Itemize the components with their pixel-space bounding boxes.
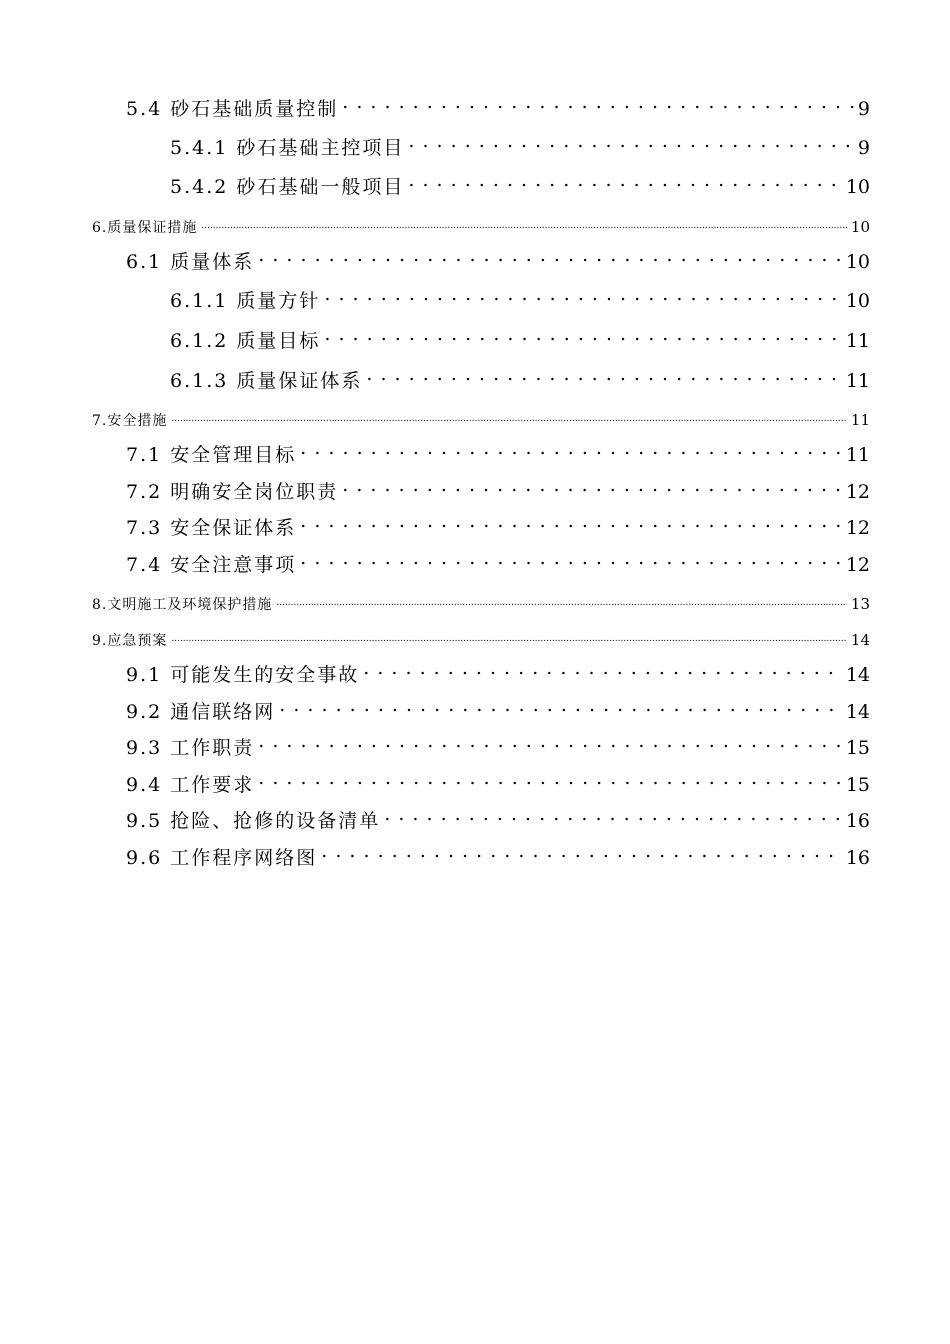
toc-entry-title: 9.1 可能发生的安全事故 (126, 664, 360, 686)
toc-entry[interactable] (170, 286, 870, 313)
toc-entry[interactable] (126, 550, 870, 577)
toc-entry[interactable] (126, 660, 870, 687)
toc-leader-dots (321, 845, 842, 864)
toc-entry[interactable] (126, 733, 870, 760)
toc-entry[interactable] (126, 843, 870, 870)
toc-entry[interactable] (126, 770, 870, 797)
toc-entry-page: 12 (845, 554, 870, 576)
toc-leader-dots (258, 735, 842, 754)
toc-entry-page: 11 (845, 330, 870, 352)
toc-entry-page: 16 (845, 847, 870, 869)
toc-leader-dots (258, 772, 842, 791)
toc-entry-title: 6.1.3 质量保证体系 (170, 370, 363, 392)
toc-entry-title: 6.质量保证措施 (92, 220, 198, 236)
toc-entry[interactable] (126, 247, 870, 274)
toc-leader-dots (300, 552, 842, 571)
toc-entry-page: 12 (845, 517, 870, 539)
toc-leader-dots (408, 135, 854, 154)
toc-entry-title: 6.1.1 质量方针 (170, 290, 321, 312)
toc-entry[interactable] (92, 594, 870, 614)
toc-entry-title: 6.1 质量体系 (126, 251, 255, 273)
toc-entry-page: 12 (845, 481, 870, 503)
toc-leader-dots (324, 288, 841, 307)
toc-leader-dots (171, 631, 847, 645)
toc-leader-dots (300, 442, 842, 461)
toc-entry[interactable] (126, 440, 870, 467)
toc-entry-title: 9.2 通信联络网 (126, 701, 276, 723)
toc-leader-dots (324, 328, 841, 347)
toc-leader-dots (171, 411, 847, 425)
toc-leader-dots (384, 808, 842, 827)
toc-entry-page: 11 (845, 370, 870, 392)
toc-entry[interactable] (126, 697, 870, 724)
toc-entry-page: 13 (850, 595, 870, 613)
toc-entry-page: 10 (845, 251, 870, 273)
toc-entry-title: 5.4 砂石基础质量控制 (126, 98, 339, 120)
toc-leader-dots (258, 249, 842, 268)
toc-entry-page: 16 (845, 810, 870, 832)
toc-entry-page: 15 (845, 737, 870, 759)
toc-entry-title: 9.6 工作程序网络图 (126, 847, 318, 869)
toc-leader-dots (366, 368, 841, 387)
toc-entry[interactable] (92, 630, 870, 650)
toc-entry[interactable] (126, 477, 870, 504)
toc-leader-dots (276, 595, 847, 609)
toc-entry[interactable] (92, 410, 870, 430)
toc-entry-page: 10 (845, 176, 870, 198)
toc-entry-page: 10 (845, 290, 870, 312)
toc-leader-dots (201, 218, 847, 232)
toc-entry-page: 9 (857, 137, 870, 159)
toc-entry-page: 15 (845, 774, 870, 796)
toc-leader-dots (300, 515, 842, 534)
toc-leader-dots (279, 699, 842, 718)
toc-entry-title: 7.2 明确安全岗位职责 (126, 481, 339, 503)
toc-entry-title: 9.3 工作职责 (126, 737, 255, 759)
toc-entry-page: 11 (850, 411, 870, 429)
toc-entry[interactable] (126, 806, 870, 833)
toc-leader-dots (342, 479, 842, 498)
toc-entry-page: 10 (850, 218, 870, 236)
toc-entry-title: 8.文明施工及环境保护措施 (92, 597, 273, 613)
toc-entry-title: 5.4.1 砂石基础主控项目 (170, 137, 405, 159)
toc-entry-page: 11 (845, 444, 870, 466)
toc-entry-page: 9 (857, 98, 870, 120)
toc-leader-dots (408, 174, 841, 193)
toc-entry-title: 7.3 安全保证体系 (126, 517, 297, 539)
toc-entry[interactable] (170, 326, 870, 353)
toc-entry-title: 9.应急预案 (92, 633, 168, 649)
toc-entry-title: 6.1.2 质量目标 (170, 330, 321, 352)
toc-entry-title: 9.5 抢险、抢修的设备清单 (126, 810, 381, 832)
toc-entry[interactable] (170, 366, 870, 393)
toc-entry-page: 14 (850, 631, 870, 649)
toc-entry-title: 5.4.2 砂石基础一般项目 (170, 176, 405, 198)
toc-entry-title: 7.1 安全管理目标 (126, 444, 297, 466)
toc-entry[interactable] (170, 172, 870, 199)
toc-entry-page: 14 (845, 701, 870, 723)
toc-entry-page: 14 (845, 664, 870, 686)
toc-entry[interactable] (126, 94, 870, 121)
toc-entry-title: 7.安全措施 (92, 413, 168, 429)
toc-entry[interactable] (126, 513, 870, 540)
toc-leader-dots (342, 96, 854, 115)
toc-leader-dots (363, 662, 842, 681)
toc-entry-title: 7.4 安全注意事项 (126, 554, 297, 576)
toc-entry[interactable] (170, 133, 870, 160)
toc-entry[interactable] (92, 217, 870, 237)
toc-entry-title: 9.4 工作要求 (126, 774, 255, 796)
